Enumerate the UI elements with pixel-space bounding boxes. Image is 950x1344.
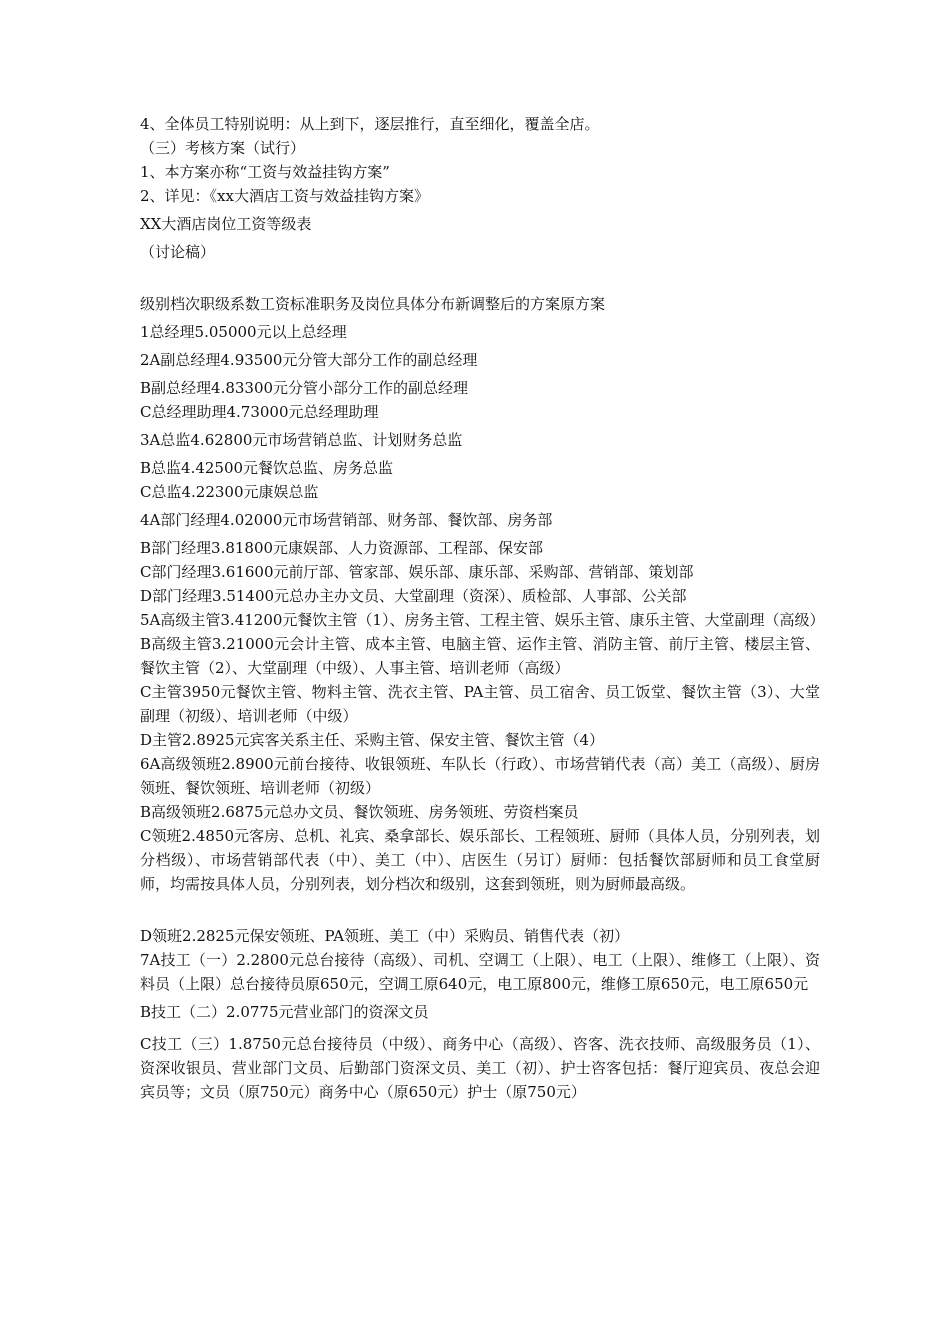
grade-row-2c: C总经理助理4.73000元总经理助理 (140, 403, 379, 421)
para-plan-reference: 2、详见：《xx大酒店工资与效益挂钩方案》 (140, 187, 429, 205)
grade-row-6d: D领班2.2825元保安领班、PA领班、美工（中）采购员、销售代表（初） (140, 927, 630, 945)
grade-row-6c: C领班2.4850元客房、总机、礼宾、桑拿部长、娱乐部长、工程领班、厨师（具体人员，分别列表，划分档级）、市场营销部代表（中）、美工（中）、店医生（另订）厨师：包括餐饮部厨师和员工食堂厨师，均需按具体人员，分别列表，划分档次和级别，这套到领班，则为厨师最高级。 (140, 827, 820, 893)
grade-row-1: 1总经理5.05000元以上总经理 (140, 323, 347, 341)
grade-row-4d: D部门经理3.51400元总办主办文员、大堂副理（资深）、质检部、人事部、公关部 (140, 587, 687, 605)
grade-row-3c: C总监4.22300元康娱总监 (140, 483, 319, 501)
grade-row-5d: D主管2.8925元宾客关系主任、采购主管、保安主管、餐饮主管（4） (140, 731, 605, 749)
para-staff-note: 4、全体员工特别说明：从上到下，逐层推行，直至细化，覆盖全店。 (140, 115, 600, 133)
grade-row-6a: 6A高级领班2.8900元前台接待、收银领班、车队长（行政）、市场营销代表（高）美工（高级）、厨房领班、餐饮领班、培训老师（初级） (140, 755, 820, 797)
grade-row-5b: B高级主管3.21000元会计主管、成本主管、电脑主管、运作主管、消防主管、前厅主管、楼层主管、餐饮主管（2）、大堂副理（中级）、人事主管、培训老师（高级） (140, 635, 820, 677)
grade-row-6b: B高级领班2.6875元总办文员、餐饮领班、房务领班、劳资档案员 (140, 803, 579, 821)
grade-row-5c: C主管3950元餐饮主管、物料主管、洗衣主管、PA主管、员工宿舍、员工饭堂、餐饮主管（3）、大堂副理（初级）、培训老师（中级） (140, 683, 820, 725)
para-plan-name: 1、本方案亦称“工资与效益挂钩方案” (140, 163, 390, 181)
grade-row-5a: 5A高级主管3.41200元餐饮主管（1）、房务主管、工程主管、娱乐主管、康乐主管、大堂副理（高级） (140, 611, 825, 629)
grade-row-3b: B总监4.42500元餐饮总监、房务总监 (140, 459, 394, 477)
grade-row-2b: B副总经理4.83300元分管小部分工作的副总经理 (140, 379, 469, 397)
table-header-row: 级别档次职级系数工资标准职务及岗位具体分布新调整后的方案原方案 (140, 295, 606, 313)
grade-row-4c: C部门经理3.61600元前厅部、管家部、娱乐部、康乐部、采购部、营销部、策划部 (140, 563, 694, 581)
table-subtitle-draft: （讨论稿） (140, 243, 216, 261)
document-body (140, 112, 825, 1104)
grade-row-3a: 3A总监4.62800元市场营销总监、计划财务总监 (140, 431, 463, 449)
grade-row-7b: B技工（二）2.0775元营业部门的资深文员 (140, 1003, 429, 1021)
grade-row-4b: B部门经理3.81800元康娱部、人力资源部、工程部、保安部 (140, 539, 544, 557)
table-title: XX大酒店岗位工资等级表 (140, 215, 312, 233)
grade-row-4a: 4A部门经理4.02000元市场营销部、财务部、餐饮部、房务部 (140, 511, 553, 529)
grade-row-7c: C技工（三）1.8750元总台接待员（中级）、商务中心（高级）、咨客、洗衣技师、高级服务员（1）、资深收银员、营业部门文员、后勤部门资深文员、美工（初）、护士咨客包括：餐厅迎宾员、夜总会迎宾员等；文员（原750元）商务中心（原650元）护士（原750元） (140, 1035, 820, 1101)
grade-row-2a: 2A副总经理4.93500元分管大部分工作的副总经理 (140, 351, 478, 369)
para-assessment-heading: （三）考核方案（试行） (140, 139, 306, 157)
grade-row-7a: 7A技工（一）2.2800元总台接待（高级）、司机、空调工（上限）、电工（上限）、维修工（上限）、资料员（上限）总台接待员原650元，空调工原640元，电工原800元，维修工原650元，电工原650元 (140, 951, 820, 993)
